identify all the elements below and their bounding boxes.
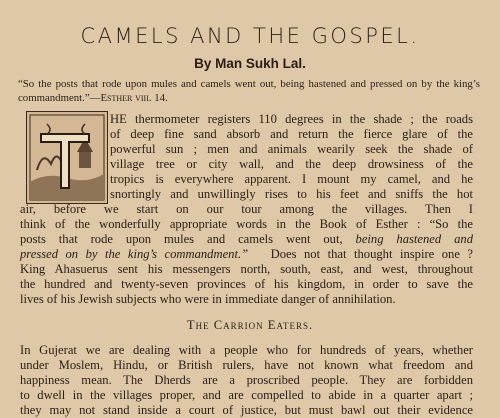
epigraph-source: Esther viii. 14. <box>100 92 168 104</box>
body-line-9 <box>20 232 473 247</box>
section-heading: The Carrion Eaters. <box>186 318 314 332</box>
body-line-9-text: posts that rode upon mules and camels went out, <box>20 232 343 246</box>
section-line-5: they may not stand inside a court of justice, but must bawl out their evidence <box>20 403 473 417</box>
body-line-10 <box>20 247 473 262</box>
epigraph <box>18 77 480 105</box>
body-line-2: of deep fine sand absorb and return the fierce glare of the <box>110 127 473 141</box>
section-line-4: to dwell in the villages proper, and are compelled to abide in a quarter apart ; <box>20 388 473 402</box>
body-line-9-italic: being hastened and <box>355 232 473 246</box>
body-line-4: village tree or city wall, and the deep drowsiness of the <box>110 157 473 171</box>
body-line-11: King Ahasuerus sent his messengers north, south, east, and west, throughout <box>20 262 473 276</box>
body-line-12: the hundred and twenty-seven provinces of his kingdom, in order to save the <box>20 277 473 291</box>
epigraph-quote: “So the posts that rode upon mules and camels went out, being hastened and pressed on by the king’s commandment.”— <box>18 78 480 104</box>
article-title: CAMELS AND THE GOSPEL. <box>80 24 420 48</box>
body-line-5: tropics is everywhere apparent. I mount my camel, and he <box>110 172 473 186</box>
body-line-10-text: Does not that thought inspire one ? <box>270 247 473 261</box>
article-byline: By Man Sukh Lal. <box>194 56 306 71</box>
body-line-3: powerful sun ; men and animals wearily seek the shade of <box>110 142 473 156</box>
section-line-1: In Gujerat we are dealing with a people who for hundreds of years, whether <box>20 343 473 357</box>
section-line-2: under Moslem, Hindu, or British rulers, have not known what freedom and <box>20 358 473 372</box>
section-line-3: happiness mean. The Dherds are a proscribed people. They are forbidden <box>20 373 473 387</box>
body-line-1: HE thermometer registers 110 degrees in the shade ; the roads <box>110 112 473 126</box>
drop-cap-illustration <box>26 111 108 204</box>
body-line-10-italic: pressed on by the king’s commandment.” <box>20 247 249 261</box>
drop-cap-t-icon <box>27 112 107 203</box>
body-line-13: lives of his Jewish subjects who were in immediate danger of annihilation. <box>20 292 396 306</box>
body-line-6: snortingly and unwillingly rises to his feet and sniffs the hot <box>110 187 473 201</box>
body-line-7: air, before we start on our tour among the villages. Then I <box>20 202 473 216</box>
body-line-8: think of the wonderfully appropriate words in the Book of Esther : “So the <box>20 217 473 231</box>
